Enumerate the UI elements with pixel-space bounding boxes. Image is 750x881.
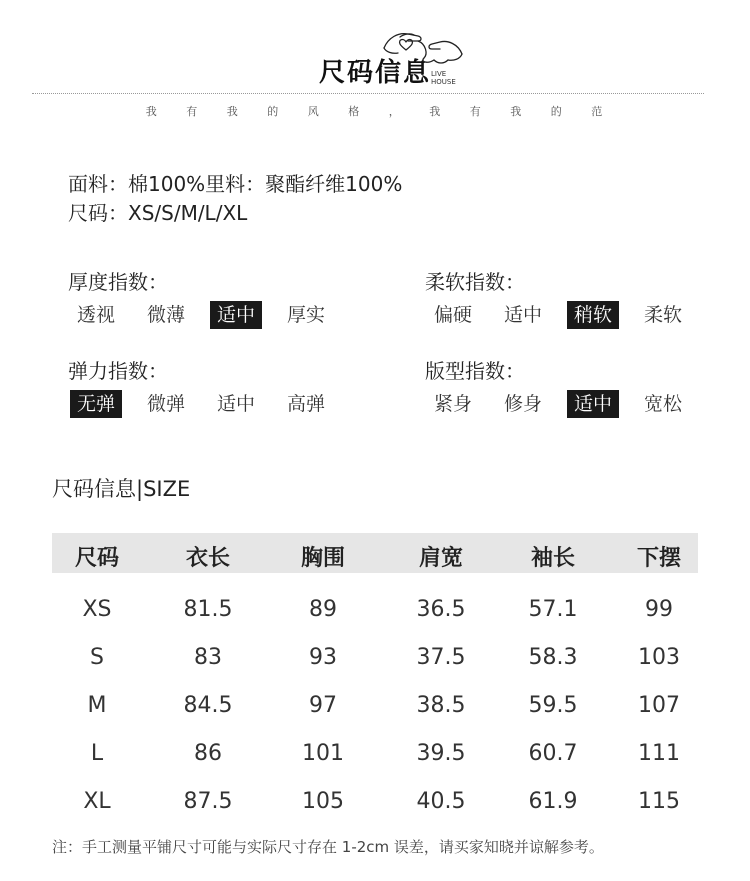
fit-option: 修身 <box>504 393 543 415</box>
table-cell: 87.5 <box>183 789 233 814</box>
thickness-title: 厚度指数： <box>68 270 168 294</box>
table-cell: 37.5 <box>416 645 466 670</box>
material-line: 面料：棉100%里料：聚酯纤维100% <box>68 172 403 196</box>
table-cell: 86 <box>194 741 222 766</box>
thickness-option: 微薄 <box>147 304 186 326</box>
table-cell: 97 <box>309 693 337 718</box>
table-cell: L <box>90 741 104 766</box>
sizes-line: 尺码：XS/S/M/L/XL <box>68 201 248 225</box>
page-title: 尺码信息 <box>318 58 431 88</box>
logo-text <box>431 70 457 86</box>
elasticity-option: 微弹 <box>147 393 186 415</box>
table-cell: 58.3 <box>528 645 578 670</box>
table-cell: 57.1 <box>528 597 578 622</box>
softness-options <box>427 301 689 329</box>
thickness-options <box>70 301 332 329</box>
slogan: 我 有 我 的 风 格 ， 我 有 我 的 范 <box>145 105 605 118</box>
elasticity-option: 高弹 <box>287 393 326 415</box>
elasticity-title: 弹力指数： <box>68 359 168 383</box>
elasticity-option: 适中 <box>217 393 256 415</box>
measurement-note: 注：手工测量平铺尺寸可能与实际尺寸存在 1-2cm 误差，请买家知晓并谅解参考。 <box>52 838 604 856</box>
elasticity-index <box>68 355 332 418</box>
table-cell: 103 <box>638 645 680 670</box>
fit-option: 紧身 <box>434 393 473 415</box>
table-cell: 84.5 <box>183 693 233 718</box>
table-row <box>52 645 698 675</box>
table-cell: 99 <box>645 597 673 622</box>
logo-label: LIVE HOUSE <box>431 70 456 86</box>
thickness-option: 透视 <box>77 304 116 326</box>
table-cell: XS <box>82 597 112 622</box>
table-cell: 36.5 <box>416 597 466 622</box>
thickness-index <box>68 266 332 329</box>
thickness-option: 厚实 <box>287 304 326 326</box>
divider <box>32 93 704 94</box>
thickness-option-selected: 适中 <box>210 301 262 329</box>
table-cell: 93 <box>309 645 337 670</box>
header-cell: 衣长 <box>185 546 230 571</box>
table-cell: 115 <box>638 789 680 814</box>
table-header <box>52 533 698 573</box>
table-cell: 89 <box>309 597 337 622</box>
fit-index <box>425 355 689 418</box>
table-cell: 40.5 <box>416 789 466 814</box>
table-cell: 60.7 <box>528 741 578 766</box>
header-cell: 胸围 <box>300 546 345 571</box>
fit-option: 宽松 <box>644 393 683 415</box>
softness-title: 柔软指数： <box>425 270 525 294</box>
table-cell: M <box>87 693 107 718</box>
softness-index <box>425 266 689 329</box>
table-cell: 83 <box>194 645 222 670</box>
table-row <box>52 789 698 819</box>
table-cell: 39.5 <box>416 741 466 766</box>
table-cell: 111 <box>638 741 680 766</box>
header-cell: 尺码 <box>74 546 119 571</box>
table-cell: XL <box>83 789 111 814</box>
softness-option: 偏硬 <box>434 304 473 326</box>
softness-option: 柔软 <box>644 304 683 326</box>
elasticity-options <box>70 390 332 418</box>
elasticity-option-selected: 无弹 <box>70 390 122 418</box>
table-row <box>52 741 698 771</box>
header-cell: 袖长 <box>530 546 575 571</box>
softness-option-selected: 稍软 <box>567 301 619 329</box>
header-cell: 下摆 <box>636 546 681 571</box>
table-cell: 59.5 <box>528 693 578 718</box>
fit-title: 版型指数： <box>425 359 525 383</box>
header-cell: 肩宽 <box>418 546 463 571</box>
table-cell: 105 <box>302 789 344 814</box>
softness-option: 适中 <box>504 304 543 326</box>
table-cell: 38.5 <box>416 693 466 718</box>
table-row <box>52 693 698 723</box>
size-section-title: 尺码信息|SIZE <box>52 477 191 501</box>
table-cell: 81.5 <box>183 597 233 622</box>
table-cell: S <box>90 645 104 670</box>
table-cell: 61.9 <box>528 789 578 814</box>
fabric-info <box>68 170 402 228</box>
table-body <box>52 597 698 837</box>
fit-options <box>427 390 689 418</box>
table-row <box>52 597 698 627</box>
fit-option-selected: 适中 <box>567 390 619 418</box>
table-cell: 101 <box>302 741 344 766</box>
table-cell: 107 <box>638 693 680 718</box>
